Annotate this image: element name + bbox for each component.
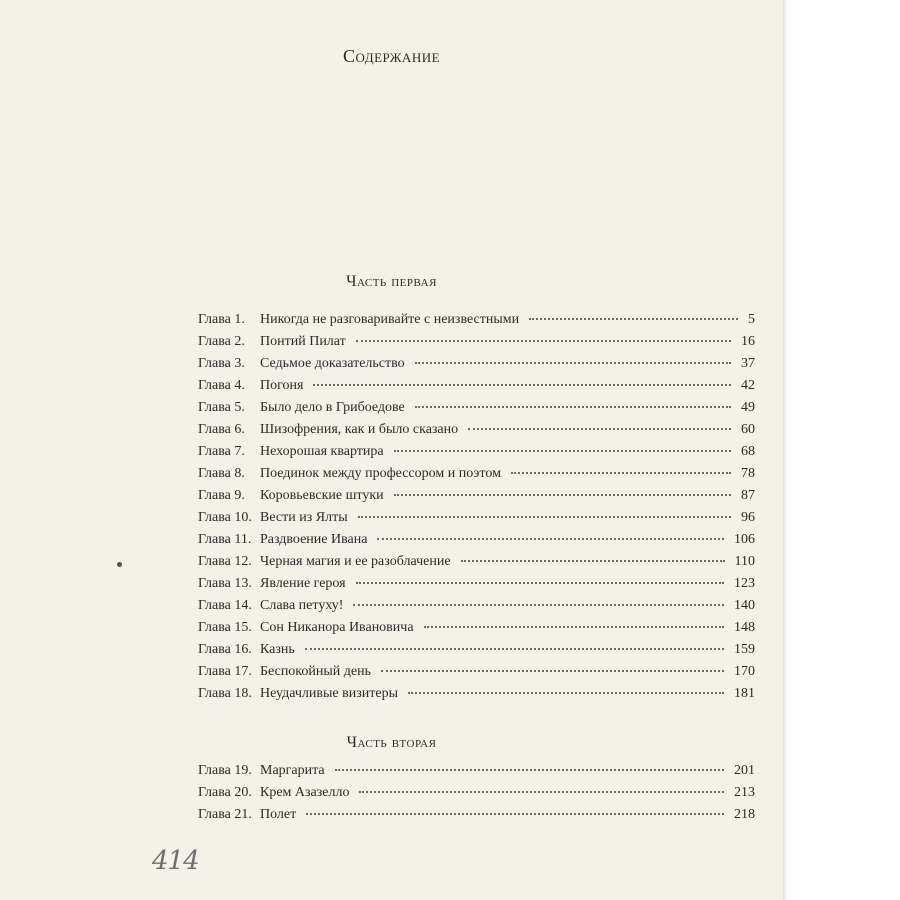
dot-leader: [461, 560, 725, 562]
dot-leader: [335, 769, 724, 771]
toc-entry[interactable]: [198, 532, 755, 554]
dot-leader: [381, 670, 724, 672]
chapter-title: Раздвоение Ивана: [260, 532, 368, 547]
dot-leader: [511, 472, 731, 474]
chapter-label: Глава 20.: [198, 785, 252, 800]
chapter-title: Неудачливые визитеры: [260, 686, 398, 701]
toc-entry[interactable]: [198, 444, 755, 466]
chapter-page-number: 49: [741, 400, 755, 415]
chapter-label: Глава 19.: [198, 763, 252, 778]
chapter-page-number: 78: [741, 466, 755, 481]
chapter-title: Шизофрения, как и было сказано: [260, 422, 459, 437]
dot-leader: [358, 516, 731, 518]
chapter-label: Глава 13.: [198, 576, 252, 591]
toc-entry[interactable]: [198, 312, 755, 334]
chapter-label: Глава 14.: [198, 598, 252, 613]
toc-entry[interactable]: [198, 785, 755, 807]
chapter-label: Глава 7.: [198, 444, 245, 459]
part-two-title: Часть вторая: [346, 734, 437, 751]
chapter-page-number: 42: [741, 378, 755, 393]
chapter-label: Глава 10.: [198, 510, 252, 525]
chapter-title: Поединок между профессором и поэтом: [260, 466, 501, 481]
dot-leader: [468, 428, 731, 430]
dot-leader: [415, 362, 731, 364]
chapter-label: Глава 21.: [198, 807, 252, 822]
chapter-title: Крем Азазелло: [260, 785, 350, 800]
toc-entry[interactable]: [198, 466, 755, 488]
chapter-label: Глава 1.: [198, 312, 245, 327]
dot-leader: [415, 406, 731, 408]
chapter-title: Понтий Пилат: [260, 334, 346, 349]
dot-leader: [313, 384, 731, 386]
chapter-page-number: 68: [741, 444, 755, 459]
toc-part-one: [198, 312, 755, 708]
chapter-title: Слава петуху!: [260, 598, 344, 613]
chapter-page-number: 140: [734, 598, 755, 613]
toc-entry[interactable]: [198, 356, 755, 378]
chapter-page-number: 148: [734, 620, 755, 635]
chapter-label: Глава 12.: [198, 554, 252, 569]
chapter-page-number: 37: [741, 356, 755, 371]
chapter-page-number: 60: [741, 422, 755, 437]
chapter-title: Черная магия и ее разоблачение: [260, 554, 451, 569]
handwritten-page-number: 414: [152, 846, 199, 876]
chapter-title: Явление героя: [260, 576, 346, 591]
toc-entry[interactable]: [198, 763, 755, 785]
toc-entry[interactable]: [198, 642, 755, 664]
toc-entry[interactable]: [198, 554, 755, 576]
chapter-label: Глава 17.: [198, 664, 252, 679]
toc-entry[interactable]: [198, 598, 755, 620]
chapter-page-number: 110: [734, 554, 755, 569]
chapter-title: Вести из Ялты: [260, 510, 348, 525]
chapter-title: Полет: [260, 807, 297, 822]
dot-leader: [529, 318, 738, 320]
chapter-page-number: 106: [734, 532, 755, 547]
chapter-label: Глава 6.: [198, 422, 245, 437]
dot-leader: [394, 494, 731, 496]
dot-leader: [408, 692, 724, 694]
dot-leader: [306, 813, 724, 815]
toc-entry[interactable]: [198, 422, 755, 444]
chapter-page-number: 201: [734, 763, 755, 778]
chapter-label: Глава 4.: [198, 378, 245, 393]
toc-entry[interactable]: [198, 510, 755, 532]
chapter-title: Никогда не разговаривайте с неизвестными: [260, 312, 520, 327]
dot-leader: [356, 340, 731, 342]
part-one-title: Часть первая: [346, 273, 437, 290]
toc-entry[interactable]: [198, 400, 755, 422]
toc-entry[interactable]: [198, 686, 755, 708]
chapter-page-number: 16: [741, 334, 755, 349]
toc-entry[interactable]: [198, 807, 755, 829]
toc-entry[interactable]: [198, 664, 755, 686]
dot-leader: [353, 604, 724, 606]
chapter-page-number: 218: [734, 807, 755, 822]
chapter-page-number: 5: [748, 312, 755, 327]
dot-leader: [359, 791, 724, 793]
dot-leader: [424, 626, 724, 628]
chapter-title: Было дело в Грибоедове: [260, 400, 405, 415]
chapter-label: Глава 15.: [198, 620, 252, 635]
chapter-title: Маргарита: [260, 763, 325, 778]
toc-entry[interactable]: [198, 488, 755, 510]
dot-leader: [356, 582, 724, 584]
chapter-label: Глава 2.: [198, 334, 245, 349]
chapter-label: Глава 3.: [198, 356, 245, 371]
toc-entry[interactable]: [198, 620, 755, 642]
chapter-label: Глава 16.: [198, 642, 252, 657]
dot-leader: [377, 538, 724, 540]
toc-entry[interactable]: [198, 378, 755, 400]
toc-entry[interactable]: [198, 334, 755, 356]
chapter-label: Глава 9.: [198, 488, 245, 503]
toc-entry[interactable]: [198, 576, 755, 598]
chapter-page-number: 96: [741, 510, 755, 525]
chapter-title: Нехорошая квартира: [260, 444, 384, 459]
chapter-label: Глава 5.: [198, 400, 245, 415]
chapter-title: Казнь: [260, 642, 295, 657]
toc-part-two: [198, 763, 755, 829]
chapter-title: Коровьевские штуки: [260, 488, 384, 503]
chapter-page-number: 123: [734, 576, 755, 591]
chapter-label: Глава 11.: [198, 532, 252, 547]
chapter-page-number: 181: [734, 686, 755, 701]
page-edge: [783, 0, 900, 900]
chapter-page-number: 159: [734, 642, 755, 657]
chapter-page-number: 170: [734, 664, 755, 679]
chapter-title: Седьмое доказательство: [260, 356, 405, 371]
chapter-title: Беспокойный день: [260, 664, 371, 679]
chapter-label: Глава 18.: [198, 686, 252, 701]
chapter-label: Глава 8.: [198, 466, 245, 481]
page-title: Содержание: [342, 46, 441, 66]
chapter-title: Сон Никанора Ивановича: [260, 620, 414, 635]
ink-speck: [117, 562, 122, 567]
dot-leader: [394, 450, 731, 452]
chapter-page-number: 87: [741, 488, 755, 503]
chapter-page-number: 213: [734, 785, 755, 800]
chapter-title: Погоня: [260, 378, 304, 393]
dot-leader: [305, 648, 724, 650]
